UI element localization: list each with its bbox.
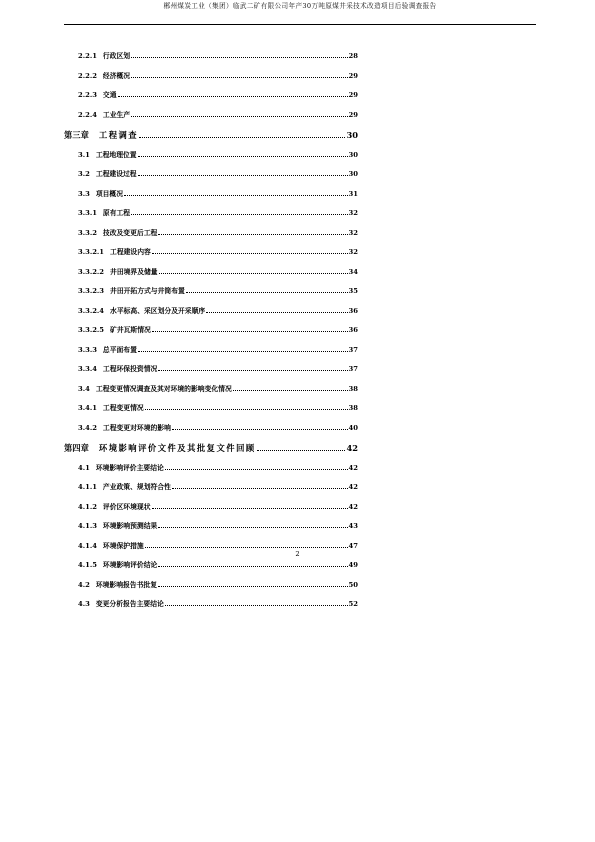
toc-entry-number: 4.1 bbox=[78, 463, 90, 472]
toc-entry-title: 工程建设内容 bbox=[110, 248, 151, 256]
toc-entry-number: 4.1.5 bbox=[78, 561, 97, 569]
toc-entry-title: 总平面布置 bbox=[102, 345, 137, 354]
toc-entry[interactable] bbox=[64, 402, 358, 422]
toc-leader-dots bbox=[139, 137, 345, 138]
toc-entry[interactable] bbox=[64, 227, 358, 247]
toc-entry[interactable] bbox=[64, 89, 358, 109]
toc-entry-title: 原有工程 bbox=[102, 209, 131, 217]
toc-entry-page: 38 bbox=[348, 404, 358, 412]
running-header-text: 郴州煤炭工业（集团）临武二矿有限公司年产30万吨原煤井采技术改造项目后验调查报告 bbox=[163, 2, 437, 10]
toc-entry-page: 50 bbox=[348, 580, 358, 589]
toc-entry-title: 矿井瓦斯情况 bbox=[110, 326, 151, 334]
toc-entry-page: 34 bbox=[348, 267, 358, 276]
toc-entry[interactable] bbox=[64, 109, 358, 129]
toc-entry-title: 环境保护措施 bbox=[102, 541, 144, 550]
toc-entry-page: 31 bbox=[348, 189, 358, 198]
toc-entry-number: 3.3.1 bbox=[78, 209, 97, 217]
toc-entry-number: 3.4.1 bbox=[78, 404, 97, 412]
toc-entry-number: 3.3.2.4 bbox=[78, 306, 105, 315]
toc-entry-title: 项目概况 bbox=[95, 189, 124, 198]
toc-entry-number: 3.3.2.2 bbox=[78, 267, 105, 276]
toc-entry-page: 47 bbox=[348, 541, 358, 550]
toc-entry-page: 32 bbox=[348, 228, 358, 237]
toc-entry-number: 3.3.4 bbox=[78, 365, 97, 373]
toc-entry-page: 42 bbox=[348, 483, 358, 491]
toc-entry-page: 29 bbox=[348, 110, 358, 119]
toc-leader-dots bbox=[152, 331, 348, 332]
toc-entry-page: 32 bbox=[348, 209, 358, 217]
table-of-contents bbox=[64, 50, 358, 618]
toc-leader-dots bbox=[206, 312, 347, 313]
toc-leader-dots bbox=[131, 77, 347, 78]
toc-entry-title: 交通 bbox=[102, 91, 117, 99]
toc-entry-title: 水平标高、采区划分及开采顺序 bbox=[110, 306, 206, 315]
toc-leader-dots bbox=[138, 175, 348, 176]
toc-entry-title: 环境影响评价文件及其批复文件回顾 bbox=[98, 443, 256, 453]
toc-entry[interactable] bbox=[64, 383, 358, 403]
toc-entry-title: 工程变更情况调查及其对环境的影响变化情况 bbox=[95, 384, 232, 393]
toc-entry-title: 行政区划 bbox=[102, 52, 131, 60]
toc-entry-title: 技改及变更后工程 bbox=[102, 228, 158, 237]
toc-entry[interactable] bbox=[64, 305, 358, 325]
toc-entry-number: 4.1.3 bbox=[78, 522, 97, 530]
toc-entry[interactable] bbox=[64, 598, 358, 618]
toc-entry-page: 52 bbox=[348, 600, 358, 608]
toc-entry[interactable] bbox=[64, 363, 358, 383]
toc-entry-number: 3.1 bbox=[78, 150, 90, 159]
toc-entry-page: 37 bbox=[348, 365, 358, 373]
toc-entry-page: 42 bbox=[348, 463, 358, 472]
toc-entry-title: 经济概况 bbox=[102, 71, 131, 80]
toc-entry[interactable] bbox=[64, 168, 358, 188]
toc-entry[interactable] bbox=[64, 520, 358, 540]
toc-entry-title: 井田境界及储量 bbox=[110, 267, 158, 276]
toc-entry-page: 35 bbox=[348, 287, 358, 295]
toc-leader-dots bbox=[158, 586, 348, 587]
toc-entry[interactable] bbox=[64, 129, 358, 149]
toc-entry-page: 28 bbox=[348, 52, 358, 60]
toc-leader-dots bbox=[131, 57, 347, 58]
toc-entry-page: 37 bbox=[348, 345, 358, 354]
toc-entry-number: 4.1.4 bbox=[78, 541, 97, 550]
toc-entry-number: 2.2.1 bbox=[78, 52, 97, 60]
toc-entry[interactable] bbox=[64, 188, 358, 208]
toc-leader-dots bbox=[118, 96, 348, 97]
toc-entry-number: 2.2.3 bbox=[78, 91, 97, 99]
toc-entry-number: 3.2 bbox=[78, 170, 90, 178]
toc-entry-title: 环境影响评价结论 bbox=[102, 561, 158, 569]
toc-leader-dots bbox=[158, 527, 347, 528]
toc-entry-number: 4.2 bbox=[78, 580, 90, 589]
toc-entry-page: 30 bbox=[348, 150, 358, 159]
toc-entry-title: 工程调查 bbox=[98, 130, 139, 140]
toc-entry-title: 工程环保投资情况 bbox=[102, 365, 158, 373]
toc-entry-title: 环境影响评价主要结论 bbox=[95, 463, 164, 472]
toc-leader-dots bbox=[233, 390, 348, 391]
toc-entry-number: 3.3.2.3 bbox=[78, 287, 105, 295]
toc-entry[interactable] bbox=[64, 207, 358, 227]
toc-entry-number: 3.3.2.5 bbox=[78, 326, 105, 334]
toc-leader-dots bbox=[145, 409, 348, 410]
toc-entry[interactable] bbox=[64, 50, 358, 70]
toc-entry-page: 36 bbox=[348, 326, 358, 334]
toc-leader-dots bbox=[172, 488, 348, 489]
toc-entry-page: 30 bbox=[346, 130, 358, 140]
page-number: 2 bbox=[295, 550, 300, 558]
running-header bbox=[64, 0, 536, 25]
toc-leader-dots bbox=[158, 566, 347, 567]
toc-entry-title: 工程变更情况 bbox=[102, 404, 144, 412]
toc-entry-title: 工程地理位置 bbox=[95, 150, 137, 159]
toc-leader-dots bbox=[145, 547, 348, 548]
toc-entry-title: 环境影响报告书批复 bbox=[95, 580, 157, 589]
toc-leader-dots bbox=[172, 429, 348, 430]
toc-entry[interactable] bbox=[64, 70, 358, 90]
toc-entry-number: 3.3.2.1 bbox=[78, 248, 105, 256]
toc-entry-title: 工业生产 bbox=[102, 110, 131, 119]
toc-entry[interactable] bbox=[64, 462, 358, 482]
toc-entry-number: 3.4.2 bbox=[78, 423, 97, 432]
toc-entry-number: 2.2.2 bbox=[78, 71, 97, 80]
toc-entry-page: 32 bbox=[348, 248, 358, 256]
toc-entry-number: 第四章 bbox=[64, 443, 89, 453]
toc-entry-page: 36 bbox=[348, 306, 358, 315]
toc-leader-dots bbox=[186, 292, 348, 293]
toc-entry-number: 2.2.4 bbox=[78, 110, 97, 119]
toc-entry-page: 49 bbox=[348, 561, 358, 569]
toc-entry-number: 4.3 bbox=[78, 600, 90, 608]
toc-entry[interactable] bbox=[64, 442, 358, 462]
toc-leader-dots bbox=[165, 605, 348, 606]
toc-entry-number: 4.1.2 bbox=[78, 502, 97, 511]
toc-entry[interactable] bbox=[64, 344, 358, 364]
toc-entry-title: 环境影响预测结果 bbox=[102, 522, 158, 530]
toc-entry-page: 29 bbox=[348, 71, 358, 80]
toc-entry[interactable] bbox=[64, 149, 358, 169]
toc-leader-dots bbox=[158, 370, 347, 371]
toc-leader-dots bbox=[152, 508, 348, 509]
toc-leader-dots bbox=[124, 195, 348, 196]
toc-entry[interactable] bbox=[64, 501, 358, 521]
toc-entry-number: 3.4 bbox=[78, 384, 90, 393]
toc-entry[interactable] bbox=[64, 266, 358, 286]
toc-entry[interactable] bbox=[64, 481, 358, 501]
toc-entry-number: 3.3 bbox=[78, 189, 90, 198]
toc-entry[interactable] bbox=[64, 285, 358, 305]
toc-entry-number: 3.3.2 bbox=[78, 228, 97, 237]
toc-entry-page: 40 bbox=[348, 423, 358, 432]
toc-entry[interactable] bbox=[64, 579, 358, 599]
toc-entry-title: 工程变更对环境的影响 bbox=[102, 423, 171, 432]
toc-leader-dots bbox=[152, 253, 348, 254]
toc-leader-dots bbox=[257, 450, 346, 451]
toc-entry-title: 变更分析报告主要结论 bbox=[95, 600, 164, 608]
toc-leader-dots bbox=[138, 351, 348, 352]
toc-entry-page: 42 bbox=[348, 502, 358, 511]
toc-entry[interactable] bbox=[64, 559, 358, 579]
toc-entry-page: 30 bbox=[348, 170, 358, 178]
toc-entry-number: 3.3.3 bbox=[78, 345, 97, 354]
toc-leader-dots bbox=[131, 116, 347, 117]
toc-leader-dots bbox=[158, 234, 347, 235]
toc-leader-dots bbox=[159, 273, 348, 274]
toc-entry[interactable] bbox=[64, 324, 358, 344]
toc-entry-number: 第三章 bbox=[64, 130, 89, 140]
toc-entry-title: 井田开拓方式与井筒布置 bbox=[110, 287, 185, 295]
toc-entry-page: 38 bbox=[348, 384, 358, 393]
toc-entry-title: 产业政策、规划符合性 bbox=[102, 483, 171, 491]
toc-entry-page: 43 bbox=[348, 522, 358, 530]
toc-entry-page: 29 bbox=[348, 91, 358, 99]
toc-entry-title: 评价区环境现状 bbox=[102, 502, 151, 511]
toc-entry-page: 42 bbox=[346, 443, 358, 453]
toc-entry-number: 4.1.1 bbox=[78, 483, 97, 491]
toc-entry[interactable] bbox=[64, 422, 358, 442]
toc-leader-dots bbox=[165, 469, 348, 470]
toc-entry[interactable] bbox=[64, 246, 358, 266]
toc-leader-dots bbox=[131, 214, 347, 215]
toc-entry-title: 工程建设过程 bbox=[95, 170, 137, 178]
toc-leader-dots bbox=[138, 156, 348, 157]
